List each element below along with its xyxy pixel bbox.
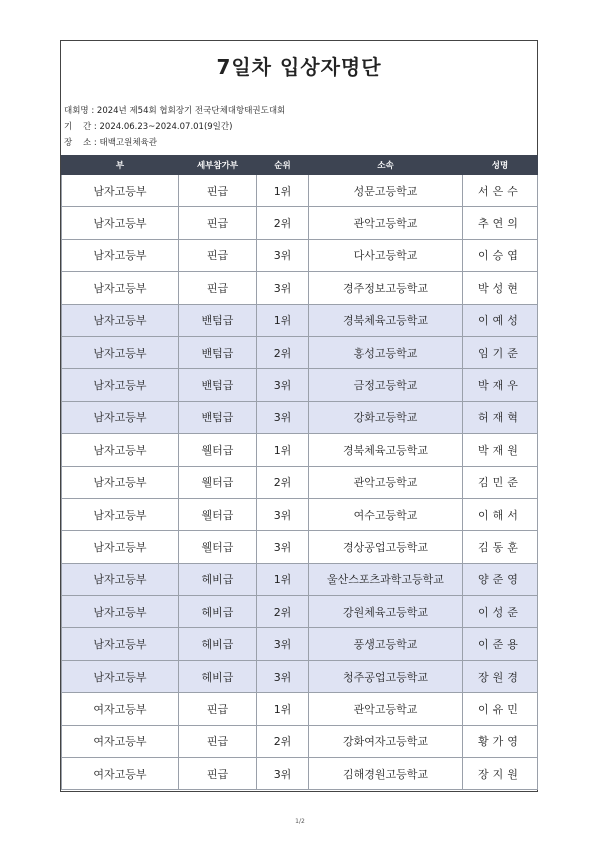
cell-name: 이유민 (463, 693, 538, 725)
cell-weight: 웰터급 (179, 498, 257, 530)
table-row (62, 304, 538, 336)
cell-division: 남자고등부 (62, 531, 179, 563)
cell-rank: 3위 (257, 239, 309, 271)
cell-division: 남자고등부 (62, 272, 179, 304)
cell-weight: 헤비급 (179, 596, 257, 628)
cell-school: 금정고등학교 (309, 369, 463, 401)
event-venue: 태백고원체육관 (99, 138, 157, 148)
cell-division: 남자고등부 (62, 628, 179, 660)
cell-rank: 2위 (257, 466, 309, 498)
event-venue-label: 장 소 : (64, 138, 100, 148)
cell-school: 김해경원고등학교 (309, 758, 463, 790)
cell-division: 남자고등부 (62, 239, 179, 271)
cell-name: 장지원 (463, 758, 538, 790)
cell-school: 관악고등학교 (309, 693, 463, 725)
cell-division: 남자고등부 (62, 434, 179, 466)
cell-name: 이승엽 (463, 239, 538, 271)
header-rank: 순위 (257, 156, 309, 175)
table-row (62, 369, 538, 401)
cell-weight: 밴텀급 (179, 401, 257, 433)
cell-division: 남자고등부 (62, 336, 179, 368)
cell-name: 이예성 (463, 304, 538, 336)
cell-weight: 웰터급 (179, 466, 257, 498)
cell-name: 허재혁 (463, 401, 538, 433)
cell-weight: 밴텀급 (179, 304, 257, 336)
cell-name: 박재원 (463, 434, 538, 466)
cell-school: 풍생고등학교 (309, 628, 463, 660)
cell-school: 다사고등학교 (309, 239, 463, 271)
cell-division: 남자고등부 (62, 175, 179, 207)
table-row (62, 660, 538, 692)
event-name: 2024년 제54회 협회장기 전국단체대항태권도대회 (96, 106, 286, 116)
cell-name: 이해서 (463, 498, 538, 530)
table-row (62, 498, 538, 530)
cell-division: 여자고등부 (62, 725, 179, 757)
cell-rank: 3위 (257, 758, 309, 790)
cell-division: 남자고등부 (62, 660, 179, 692)
page-number: 1/2 (295, 818, 305, 825)
cell-school: 울산스포츠과학고등학교 (309, 563, 463, 595)
cell-weight: 웰터급 (179, 531, 257, 563)
cell-rank: 1위 (257, 434, 309, 466)
cell-weight: 밴텀급 (179, 336, 257, 368)
cell-weight: 핀급 (179, 758, 257, 790)
page-title: 7일차 입상자명단 (216, 55, 382, 79)
cell-rank: 1위 (257, 563, 309, 595)
cell-weight: 웰터급 (179, 434, 257, 466)
table-row (62, 272, 538, 304)
cell-rank: 2위 (257, 725, 309, 757)
cell-rank: 2위 (257, 207, 309, 239)
table-row (62, 596, 538, 628)
cell-school: 강화여자고등학교 (309, 725, 463, 757)
cell-division: 남자고등부 (62, 563, 179, 595)
cell-rank: 2위 (257, 596, 309, 628)
cell-rank: 3위 (257, 369, 309, 401)
cell-name: 박재우 (463, 369, 538, 401)
table-row (62, 466, 538, 498)
cell-name: 양준영 (463, 563, 538, 595)
cell-weight: 밴텀급 (179, 369, 257, 401)
table-row (62, 207, 538, 239)
cell-rank: 3위 (257, 531, 309, 563)
table-row (62, 725, 538, 757)
cell-school: 강화고등학교 (309, 401, 463, 433)
table-header-row (62, 156, 538, 175)
cell-weight: 핀급 (179, 725, 257, 757)
header-division: 부 (62, 156, 179, 175)
table-body (62, 175, 538, 790)
cell-weight: 핀급 (179, 272, 257, 304)
document-sheet (60, 40, 538, 792)
cell-name: 김동훈 (463, 531, 538, 563)
table-row (62, 628, 538, 660)
table-row (62, 401, 538, 433)
table-row (62, 758, 538, 790)
event-info (64, 103, 285, 151)
header-school: 소속 (309, 156, 463, 175)
cell-school: 강원체육고등학교 (309, 596, 463, 628)
cell-school: 경상공업고등학교 (309, 531, 463, 563)
event-name-label: 대회명 : (64, 106, 97, 116)
header-weight: 세부참가부 (179, 156, 257, 175)
cell-rank: 1위 (257, 304, 309, 336)
cell-school: 경북체육고등학교 (309, 304, 463, 336)
cell-weight: 헤비급 (179, 628, 257, 660)
table-row (62, 693, 538, 725)
table-row (62, 531, 538, 563)
cell-weight: 헤비급 (179, 660, 257, 692)
cell-name: 김민준 (463, 466, 538, 498)
cell-name: 이준용 (463, 628, 538, 660)
header-name: 성명 (463, 156, 538, 175)
event-period: 2024.06.23~2024.07.01(9일간) (99, 122, 233, 132)
table-row (62, 563, 538, 595)
cell-rank: 1위 (257, 693, 309, 725)
cell-weight: 헤비급 (179, 563, 257, 595)
cell-name: 이성준 (463, 596, 538, 628)
winners-table (61, 155, 538, 790)
cell-name: 박성현 (463, 272, 538, 304)
cell-rank: 3위 (257, 628, 309, 660)
cell-name: 황가영 (463, 725, 538, 757)
cell-rank: 3위 (257, 660, 309, 692)
cell-school: 경북체육고등학교 (309, 434, 463, 466)
table-row (62, 175, 538, 207)
cell-weight: 핀급 (179, 207, 257, 239)
cell-division: 남자고등부 (62, 498, 179, 530)
cell-name: 추연의 (463, 207, 538, 239)
cell-weight: 핀급 (179, 239, 257, 271)
cell-division: 여자고등부 (62, 693, 179, 725)
cell-school: 청주공업고등학교 (309, 660, 463, 692)
cell-division: 남자고등부 (62, 596, 179, 628)
cell-school: 성문고등학교 (309, 175, 463, 207)
table-row (62, 434, 538, 466)
cell-name: 서은수 (463, 175, 538, 207)
cell-school: 경주정보고등학교 (309, 272, 463, 304)
cell-school: 관악고등학교 (309, 466, 463, 498)
cell-division: 남자고등부 (62, 369, 179, 401)
cell-rank: 1위 (257, 175, 309, 207)
cell-school: 여수고등학교 (309, 498, 463, 530)
cell-rank: 2위 (257, 336, 309, 368)
event-venue-row (64, 135, 285, 151)
table-row (62, 336, 538, 368)
cell-name: 장원경 (463, 660, 538, 692)
table-row (62, 239, 538, 271)
cell-school: 관악고등학교 (309, 207, 463, 239)
cell-weight: 핀급 (179, 175, 257, 207)
event-period-row (64, 119, 285, 135)
event-name-row (64, 103, 285, 119)
cell-rank: 3위 (257, 272, 309, 304)
cell-weight: 핀급 (179, 693, 257, 725)
cell-name: 임기준 (463, 336, 538, 368)
cell-school: 홍성고등학교 (309, 336, 463, 368)
cell-division: 여자고등부 (62, 758, 179, 790)
cell-division: 남자고등부 (62, 304, 179, 336)
event-period-label: 기 간 : (64, 122, 100, 132)
cell-division: 남자고등부 (62, 207, 179, 239)
cell-division: 남자고등부 (62, 401, 179, 433)
cell-division: 남자고등부 (62, 466, 179, 498)
cell-rank: 3위 (257, 498, 309, 530)
cell-rank: 3위 (257, 401, 309, 433)
